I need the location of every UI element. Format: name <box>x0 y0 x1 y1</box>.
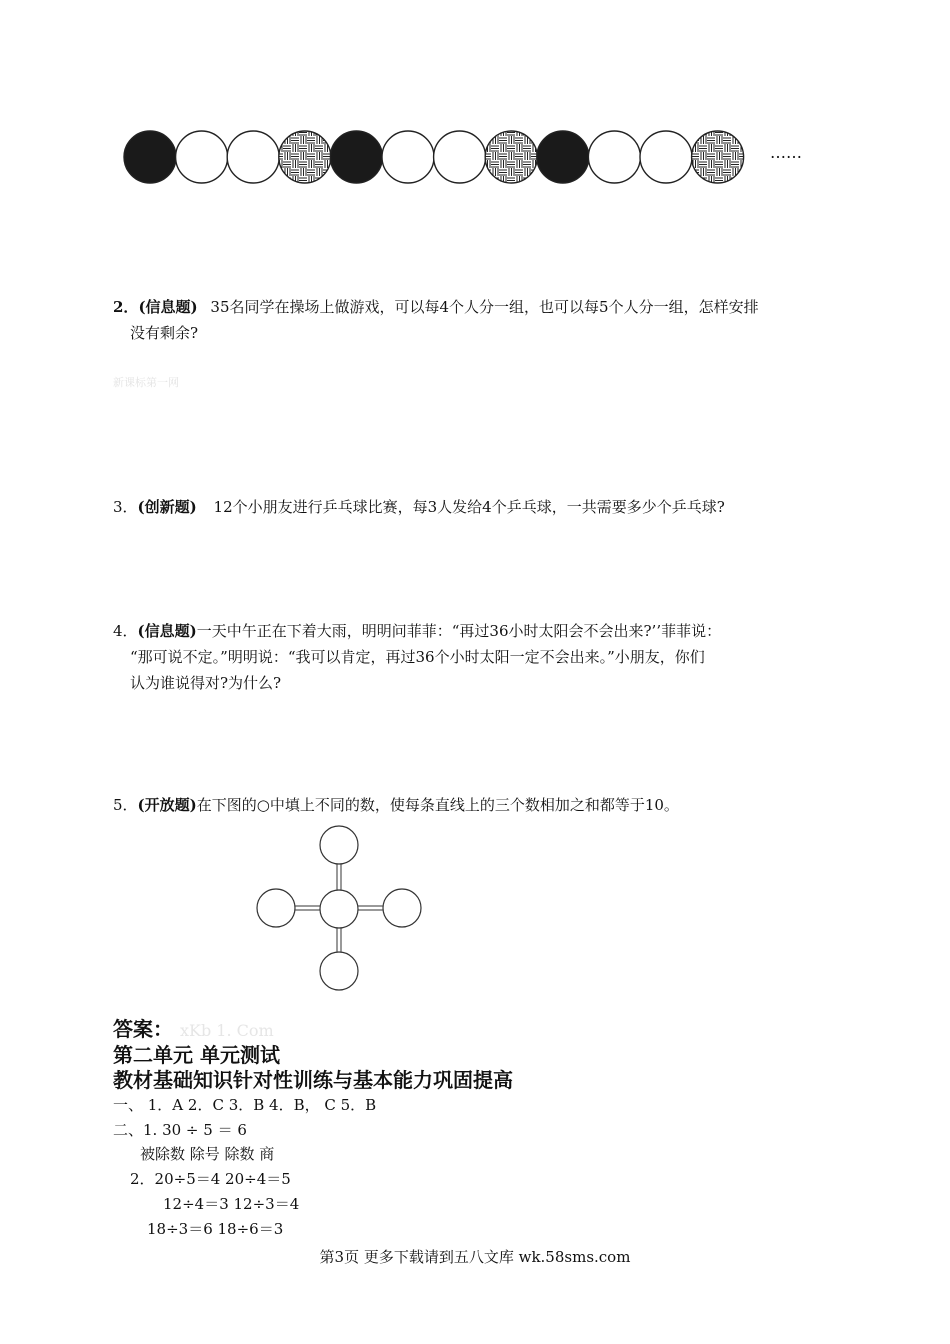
question-2-line-1: 35名同学在操场上做游戏，可以每4个人分一组，也可以每5个人分一组，怎样安排 <box>210 298 759 316</box>
circle-top[interactable] <box>320 826 358 864</box>
question-3-tag: (创新题) <box>137 498 197 516</box>
bead-black <box>537 131 589 183</box>
question-4 <box>113 618 721 644</box>
bead-ellipsis: …… <box>770 143 802 162</box>
answer-part-1: 一、 1．A 2．C 3．B 4．B， C 5．B <box>113 1096 377 1114</box>
section-title: 教材基础知识针对性训练与基本能力巩固提高 <box>113 1068 513 1092</box>
question-3 <box>113 494 725 520</box>
question-5-number: 5． <box>113 796 138 814</box>
circle-right[interactable] <box>383 889 421 927</box>
question-2-line-2: 没有剩余? <box>130 324 199 342</box>
page-footer: 第3页 更多下载请到五八文库 wk.58sms.com <box>319 1248 631 1266</box>
question-4-line-1: 一天中午正在下着大雨，明明问菲菲：“再过36小时太阳会不会出来?’’菲菲说： <box>196 622 722 640</box>
question-5-tag: (开放题) <box>137 796 197 814</box>
answer-part-2-item-2a: 2．20÷5＝4 20÷4＝5 <box>130 1170 291 1188</box>
circle-center[interactable] <box>320 890 358 928</box>
answer-part-2-labels: 被除数 除号 除数 商 <box>140 1145 275 1163</box>
question-4-number: 4． <box>113 622 138 640</box>
question-2-tag: (信息题) <box>138 298 198 316</box>
question-5 <box>113 792 679 818</box>
question-5-line-1: 在下图的○中填上不同的数，使每条直线上的三个数相加之和都等于10。 <box>196 796 679 814</box>
watermark-1: 新课标第一网 <box>113 376 179 389</box>
bead-white <box>227 131 279 183</box>
bead-white <box>434 131 486 183</box>
answer-part-2-equation: 二、1. 30 ÷ 5 ＝ 6 <box>113 1121 247 1139</box>
bead-black <box>124 131 176 183</box>
circle-bottom[interactable] <box>320 952 358 990</box>
answer-part-2-item-2b: 12÷4＝3 12÷3＝4 <box>163 1195 300 1213</box>
cross-circle-diagram <box>250 822 430 992</box>
question-4-line-3: 认为谁说得对?为什么? <box>130 674 282 692</box>
bead-white <box>382 131 434 183</box>
question-3-number: 3． <box>113 498 138 516</box>
question-4-line-2: “那可说不定。”明明说：“我可以肯定，再过36个小时太阳一定不会出来。”小朋友，你们 <box>130 648 705 666</box>
bead-row <box>115 120 835 190</box>
unit-title: 第二单元 单元测试 <box>113 1043 280 1067</box>
bead-white <box>588 131 640 183</box>
watermark-2: xKb 1. Com <box>180 1021 274 1040</box>
circle-left[interactable] <box>257 889 295 927</box>
question-3-line-1: 12个小朋友进行乒乓球比赛，每3人发给4个乒乓球，一共需要多少个乒乓球? <box>213 498 725 516</box>
bead-hatched <box>485 131 537 183</box>
question-4-tag: (信息题) <box>137 622 197 640</box>
bead-black <box>330 131 382 183</box>
question-2 <box>113 294 759 320</box>
bead-white <box>176 131 228 183</box>
bead-hatched <box>279 131 331 183</box>
answer-heading: 答案： <box>113 1017 173 1041</box>
bead-white <box>640 131 692 183</box>
answer-part-2-item-2c: 18÷3＝6 18÷6＝3 <box>147 1220 284 1238</box>
bead-hatched <box>692 131 744 183</box>
question-2-number: 2． <box>113 298 139 316</box>
